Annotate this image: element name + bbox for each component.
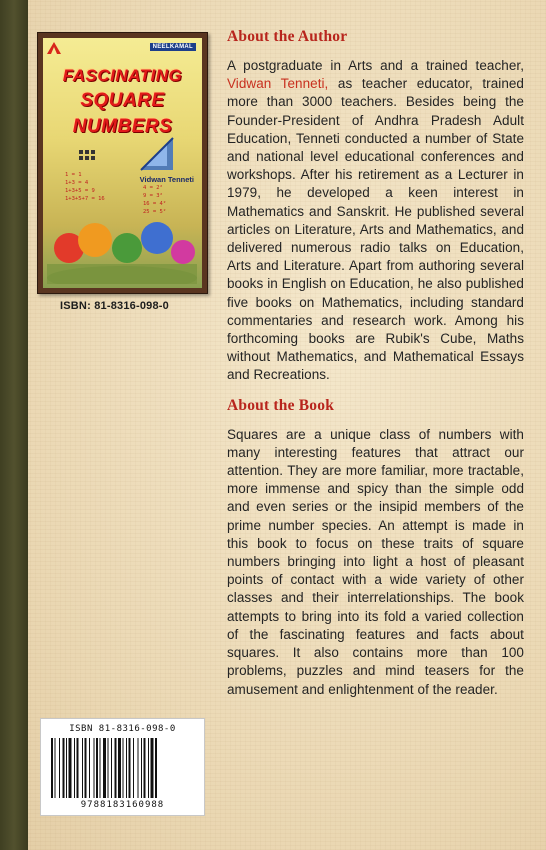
book-spine [0,0,28,850]
about-author-heading: About the Author [227,28,348,45]
cover-artwork [43,38,202,288]
cover-equations-right-icon: 4 = 2² 9 = 3² 16 = 4² 25 = 5² [143,185,167,215]
barcode-isbn: ISBN 81-8316-098-0 [69,724,176,734]
cover-square-graphic-icon [137,134,177,174]
barcode-bars-icon [49,738,196,798]
barcode-number: 9788183160988 [80,800,165,810]
cover-title-line3: NUMBERS [72,116,173,137]
cover-author: Vidwan Tenneti [139,175,194,184]
about-author-text [227,57,524,385]
cover-equations-left-icon: 1 = 1 1+3 = 4 1+3+5 = 9 1+3+5+7 = 16 [65,172,105,202]
about-author-text-rest: as teacher educator, trained more than 3000 teachers. Besides being the Founder-President of Andhra Pradesh Adult Education, Tenneti conducted a number of State and national level educational conferences and workshops. After his retirement as a Lecturer in 1979, he developed a keen interest in Mathematics and Sanskrit. He published several articles on Literature, Arts and Mathematics, and delivered numerous radio talks on Education, Arts and Literature. Apart from authoring several books in English on Education, he also published five books on Mathematics, including standard commentaries and research work. Among his forthcoming books are Rubik's Cube, Maths without Mathematics, and Mathematical Essays and Recreations. [227,76,524,383]
about-author-text-start: A postgraduate in Arts and a trained teacher, [227,58,524,73]
cover-title-line1: FASCINATING [62,66,183,85]
publisher-logo-icon [47,42,61,54]
author-name: Vidwan Tenneti, [227,76,329,92]
text-column [227,28,524,699]
cover-colored-digits-icon [47,208,197,284]
cover-publisher: NEELKAMAL [150,43,196,51]
cover-thumbnail [37,32,208,294]
cover-dot-grid-icon [79,150,103,164]
about-book-heading: About the Book [227,396,335,414]
about-book-text: Squares are a unique class of numbers with many interesting features that attract our attention. They are more familiar, more tractable, more immense and spicy than the simple odd and even series or the insipid members of the prime number species. An attempt is made in this book to focus on these traits of square numbers bringing into light a host of pleasant points of contact with a wide variety of other classes and their interrelationships. The book attempts to bring into its fold a varied collection of the fascinating features and facts about squares. It also contains more than 100 problems, puzzles and mind teasers for the amusement and enlightenment of the reader. [227,426,524,697]
barcode [40,718,205,816]
isbn-label: ISBN: 81-8316-098-0 [60,300,169,312]
cover-title-line2: SQUARE [80,90,165,111]
